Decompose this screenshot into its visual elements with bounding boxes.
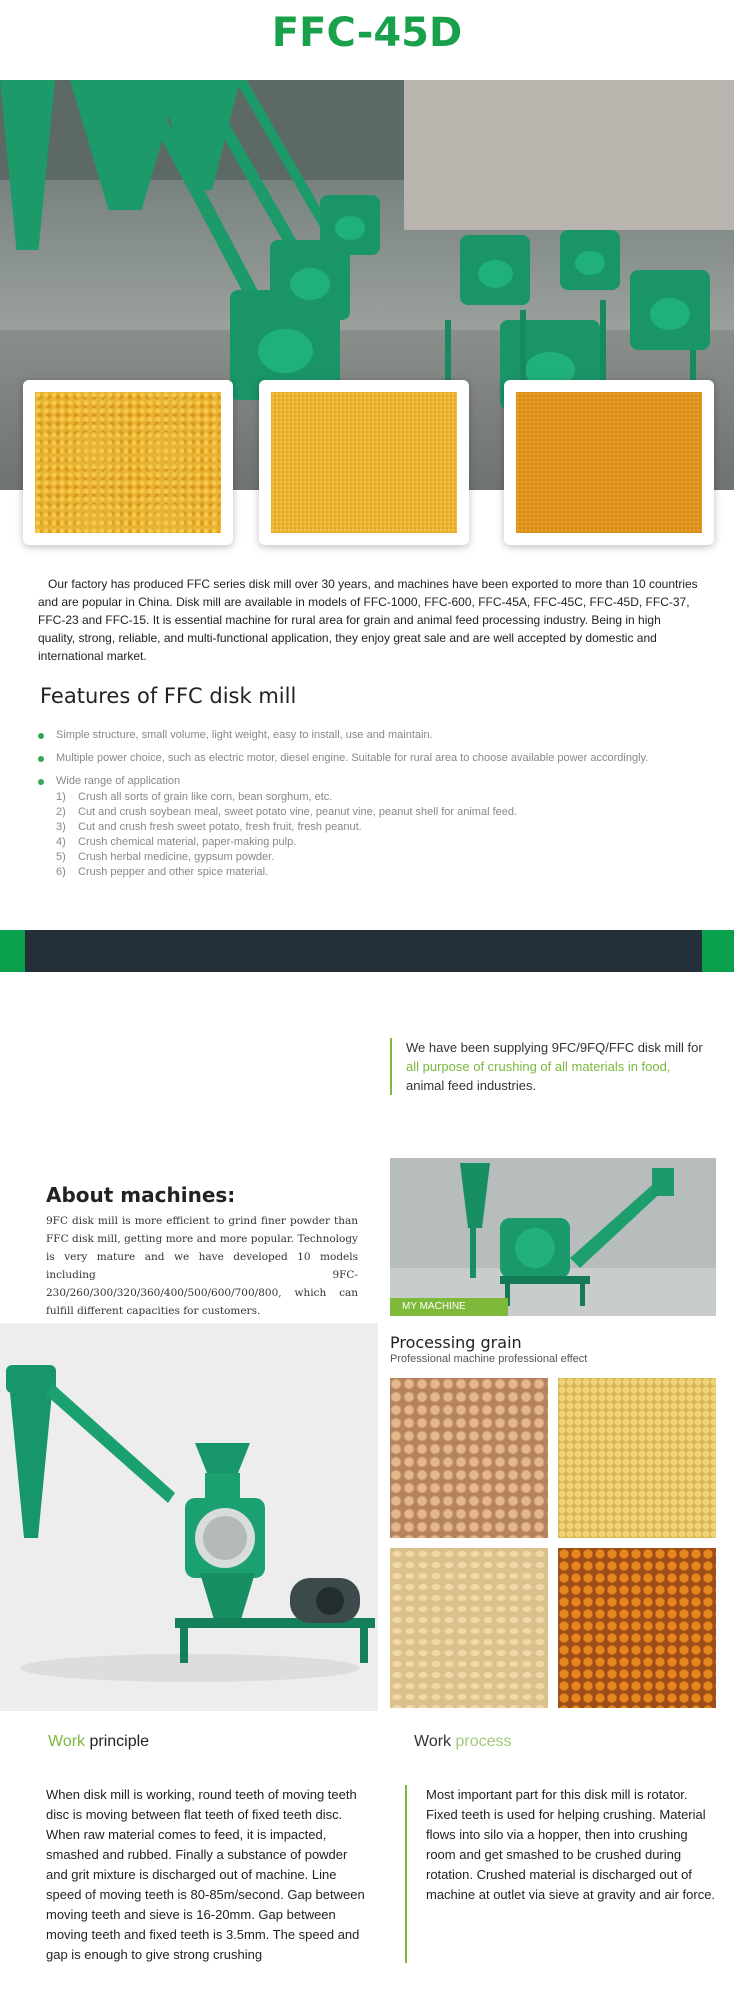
my-machine-tag: MY MACHINE <box>390 1298 508 1316</box>
list-item: 3) Cut and crush fresh sweet potato, fresh fruit, fresh peanut. <box>56 821 362 833</box>
processing-grain-title: Processing grain <box>390 1333 522 1352</box>
yellow-pellets-photo <box>558 1378 716 1538</box>
brown-pellets-photo <box>558 1548 716 1708</box>
features-list <box>38 728 718 889</box>
about-text: 9FC disk mill is more efficient to grind finer powder than FFC disk mill, getting more and more popular. Technology is very mature and we have developed 10 models including 9FC-230/260/300/320/360/400/500/600/700/800, which can fulfill different capacities for customers. <box>46 1215 358 1317</box>
list-item: Simple structure, small volume, light weight, easy to install, use and maintain. <box>38 728 718 742</box>
work-principle-title: Work principle <box>48 1733 150 1750</box>
list-item: Multiple power choice, such as electric motor, diesel engine. Suitable for rural area to choose available power accordingly. <box>38 751 718 765</box>
list-item: 2) Cut and crush soybean meal, sweet potato vine, peanut vine, peanut shell for animal feed. <box>56 806 518 818</box>
disk-mill-machine-photo <box>0 1323 378 1711</box>
work-process-title: Work process <box>414 1733 512 1750</box>
section-divider <box>0 930 734 972</box>
intro-paragraph: Our factory has produced FFC series disk mill over 30 years, and machines have been exported to more than 10 countries and are popular in China. Disk mill are available in models of FFC-1000, FFC-600, FFC-45A, FFC-45C, FFC-45D, FFC-37, FFC-23 and FFC-15. It is essential machine for rural area for grain and animal feed processing industry. Being in high quality, strong, reliable, and multi-functional application, they enjoy great sale and are well accepted by domestic and international market. <box>38 577 698 663</box>
corn-kernels-photo <box>23 380 233 545</box>
corn-powder-photo <box>504 380 714 545</box>
my-machine-photo <box>390 1158 716 1316</box>
page-title: FFC-45D <box>271 10 463 56</box>
list-item: 4) Crush chemical material, paper-making pulp. <box>56 836 297 848</box>
list-item <box>38 774 718 880</box>
list-item: 5) Crush herbal medicine, gypsum powder. <box>56 851 275 863</box>
list-item: 1) Crush all sorts of grain like corn, bean sorghum, etc. <box>56 791 333 803</box>
supply-statement: We have been supplying 9FC/9FQ/FFC disk mill for all purpose of crushing of all materials in food, animal feed industries. <box>390 1038 720 1095</box>
flake-feed-photo <box>390 1548 548 1708</box>
work-process-text: Most important part for this disk mill is rotator. Fixed teeth is used for helping crushing. Material flows into silo via a hopper, then into crushing room and get smashed to be crushed during rotation. Crushed material is discharged out of machine at outlet via sieve at gravity and air force. <box>426 1787 716 1902</box>
list-item: 6) Crush pepper and other spice material. <box>56 866 269 878</box>
applications-list <box>56 790 718 880</box>
processing-grain-subtitle: Professional machine professional effect <box>390 1353 588 1365</box>
soybean-photo <box>390 1378 548 1538</box>
features-title: Features of FFC disk mill <box>40 684 297 708</box>
cracked-corn-photo <box>259 380 469 545</box>
work-process-box <box>405 1785 717 1963</box>
work-principle-text: When disk mill is working, round teeth of moving teeth disc is moving between flat teeth of fixed teeth disc. When raw material comes to feed, it is impacted, smashed and rubbed. Finally a substance of powder and grit mixture is discharged out of machine. Line speed of moving teeth is 80-85m/second. Gap between moving teeth and sieve is 16-20mm. Gap between moving teeth and fixed teeth is 3.5mm. The speed and gap is enough to give strong crushing <box>46 1787 365 1962</box>
list-item-label: Wide range of application <box>56 775 181 787</box>
about-title: About machines: <box>46 1183 236 1207</box>
